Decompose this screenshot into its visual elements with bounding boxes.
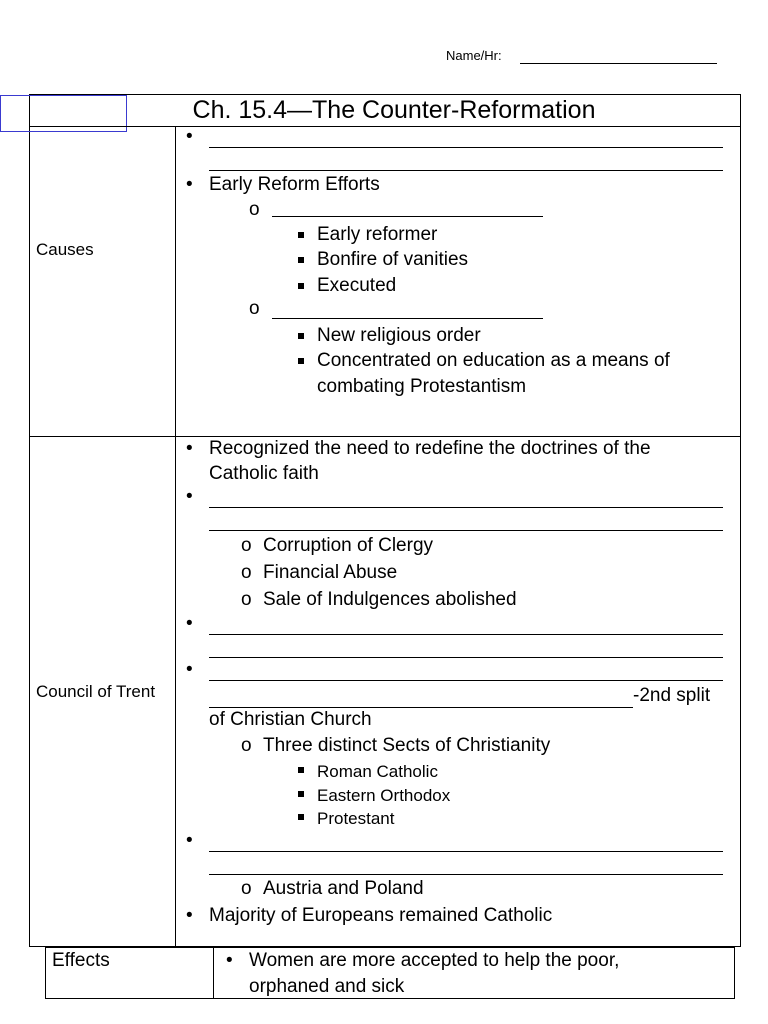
fill-in-blank[interactable] bbox=[209, 147, 723, 148]
square-bullet-icon bbox=[298, 358, 304, 364]
bullet: • bbox=[186, 126, 193, 147]
bullet: • bbox=[186, 438, 193, 459]
list-item: Concentrated on education as a means of bbox=[317, 350, 670, 371]
fill-in-blank[interactable] bbox=[209, 170, 723, 171]
square-bullet-icon bbox=[298, 232, 304, 238]
list-item: Recognized the need to redefine the doctrines of the bbox=[209, 438, 651, 459]
page-title: Ch. 15.4—The Counter-Reformation bbox=[192, 96, 596, 124]
bullet: • bbox=[226, 950, 233, 971]
list-item: Roman Catholic bbox=[317, 762, 438, 781]
list-item: Eastern Orthodox bbox=[317, 786, 451, 805]
bullet: • bbox=[186, 905, 193, 926]
list-item: New religious order bbox=[317, 325, 481, 346]
sub-bullet: o bbox=[241, 878, 252, 899]
bullet: • bbox=[186, 174, 193, 195]
bullet: • bbox=[186, 486, 193, 507]
sub-bullet: o bbox=[241, 562, 252, 583]
split-suffix: -2nd split bbox=[633, 685, 711, 706]
square-bullet-icon bbox=[298, 283, 304, 289]
fill-in-blank[interactable] bbox=[272, 318, 543, 319]
list-item: Early reformer bbox=[317, 224, 438, 245]
sub-bullet: o bbox=[241, 535, 252, 556]
list-item: Women are more accepted to help the poor, bbox=[249, 950, 620, 971]
name-hr-label: Name/Hr: bbox=[446, 48, 502, 63]
fill-in-blank[interactable] bbox=[209, 507, 723, 508]
bullet: • bbox=[186, 659, 193, 680]
sub-bullet: o bbox=[241, 735, 252, 756]
square-bullet-icon bbox=[298, 814, 304, 820]
fill-in-blank[interactable] bbox=[209, 634, 723, 635]
effects-label: Effects bbox=[52, 950, 110, 971]
square-bullet-icon bbox=[298, 333, 304, 339]
bullet: • bbox=[186, 830, 193, 851]
square-bullet-icon bbox=[298, 791, 304, 797]
square-bullet-icon bbox=[298, 767, 304, 773]
fill-in-blank[interactable] bbox=[209, 874, 723, 875]
name-hr-blank[interactable] bbox=[520, 63, 717, 64]
list-item: Financial Abuse bbox=[263, 562, 398, 583]
early-reform-heading: Early Reform Efforts bbox=[209, 174, 380, 195]
fill-in-blank[interactable] bbox=[209, 657, 723, 658]
list-item: Executed bbox=[317, 275, 397, 296]
column-divider bbox=[175, 126, 176, 947]
list-item: Majority of Europeans remained Catholic bbox=[209, 905, 553, 926]
list-item: Sale of Indulgences abolished bbox=[263, 589, 517, 610]
list-item: Three distinct Sects of Christianity bbox=[263, 735, 551, 756]
fill-in-blank[interactable] bbox=[209, 530, 723, 531]
list-item-continuation: combating Protestantism bbox=[317, 376, 527, 397]
list-item-continuation: orphaned and sick bbox=[249, 976, 405, 997]
title-row-divider bbox=[29, 126, 741, 127]
sub-bullet: o bbox=[249, 199, 260, 220]
square-bullet-icon bbox=[298, 257, 304, 263]
fill-in-blank[interactable] bbox=[209, 680, 723, 681]
council-of-trent-label: Council of Trent bbox=[36, 682, 156, 701]
sub-bullet: o bbox=[241, 589, 252, 610]
sub-bullet: o bbox=[249, 298, 260, 319]
list-item-continuation: Catholic faith bbox=[209, 463, 319, 484]
causes-label: Causes bbox=[36, 240, 94, 259]
fill-in-blank[interactable] bbox=[209, 851, 723, 852]
list-item: Protestant bbox=[317, 809, 395, 828]
list-item: Corruption of Clergy bbox=[263, 535, 434, 556]
fill-in-blank[interactable] bbox=[272, 216, 543, 217]
list-item: Austria and Poland bbox=[263, 878, 424, 899]
bullet: • bbox=[186, 613, 193, 634]
effects-column-divider bbox=[213, 947, 214, 999]
list-item-continuation: of Christian Church bbox=[209, 709, 372, 730]
list-item: Bonfire of vanities bbox=[317, 249, 469, 270]
